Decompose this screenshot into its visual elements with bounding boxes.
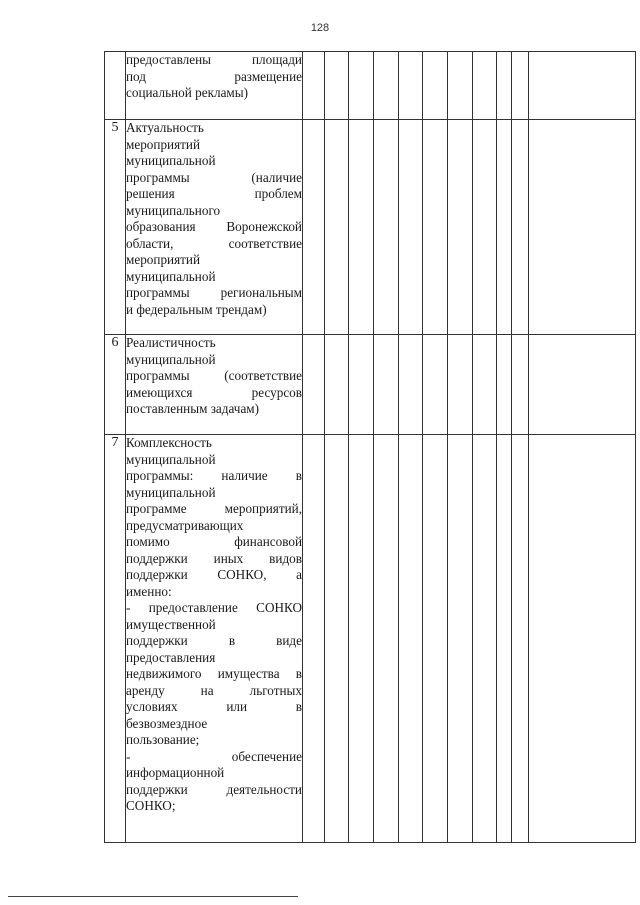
description-line: мероприятий: [126, 136, 201, 152]
description-line: Комплексность: [126, 435, 212, 450]
score-cell: [349, 335, 374, 435]
description-line: пользование;: [126, 732, 200, 747]
score-cell: [473, 120, 497, 335]
score-cell: [303, 120, 325, 335]
description-line: образования Воронежской: [126, 219, 302, 234]
description-line: поддержки в виде: [126, 633, 302, 648]
score-cell: [399, 52, 423, 120]
description-line: поддержки иных видов: [126, 550, 302, 566]
score-cell: [473, 335, 497, 435]
description-line: муниципальной: [126, 268, 216, 284]
table-row: [105, 52, 636, 120]
description-line: муниципального: [126, 202, 221, 218]
score-cell: [529, 52, 636, 120]
description-line: СОНКО;: [126, 798, 176, 813]
score-cell: [349, 52, 374, 120]
description-line: аренду на льготных: [126, 682, 302, 698]
score-cell: [497, 120, 512, 335]
score-cell: [303, 435, 325, 843]
score-cell: [529, 120, 636, 335]
score-cell: [473, 435, 497, 843]
description-line: предоставлены площади: [126, 52, 302, 67]
description-line: поддержки СОНКО, а: [126, 567, 302, 582]
row-number: 7: [105, 435, 126, 843]
row-number: 5: [105, 120, 126, 335]
description-line: безвозмездное: [126, 715, 208, 731]
score-cell: [423, 335, 448, 435]
score-cell: [399, 120, 423, 335]
description-line: под размещение: [126, 68, 302, 84]
row-number: [105, 52, 126, 120]
score-cell: [303, 52, 325, 120]
score-cell: [349, 435, 374, 843]
description-line: помимо финансовой: [126, 534, 302, 549]
score-cell: [374, 435, 399, 843]
description-line: мероприятий: [126, 252, 201, 267]
score-cell: [325, 435, 349, 843]
description-line: условиях или в: [126, 699, 302, 714]
page-number: 128: [310, 22, 330, 34]
score-cell: [512, 335, 529, 435]
description-line: предусматривающих: [126, 517, 244, 533]
score-cell: [497, 435, 512, 843]
score-cell: [374, 52, 399, 120]
criterion-description: [126, 52, 303, 120]
score-cell: [423, 52, 448, 120]
description-line: программы (наличие: [126, 169, 302, 185]
description-line: - предоставление СОНКО: [126, 600, 302, 615]
description-line: муниципальной: [126, 153, 216, 168]
score-cell: [423, 120, 448, 335]
score-cell: [529, 335, 636, 435]
score-cell: [423, 435, 448, 843]
description-line: программы: наличие в: [126, 468, 302, 483]
row-number: 6: [105, 335, 126, 435]
description-line: поддержки деятельности: [126, 781, 302, 797]
description-line: недвижимого имущества в: [126, 666, 302, 681]
description-line: имеющихся ресурсов: [126, 384, 302, 400]
score-cell: [512, 120, 529, 335]
description-line: области, соответствие: [126, 235, 302, 251]
score-cell: [374, 335, 399, 435]
score-cell: [448, 120, 473, 335]
description-line: - обеспечение: [126, 748, 302, 764]
table-row: [105, 335, 636, 435]
description-line: решения проблем: [126, 186, 302, 201]
score-cell: [325, 52, 349, 120]
description-line: социальной рекламы): [126, 85, 249, 100]
description-line: Реалистичность: [126, 335, 216, 350]
description-line: имущественной: [126, 616, 216, 632]
criterion-description: [126, 435, 303, 843]
description-line: муниципальной: [126, 451, 216, 467]
score-cell: [529, 435, 636, 843]
description-line: муниципальной: [126, 351, 216, 367]
description-line: информационной: [126, 765, 225, 780]
table-row: [105, 120, 636, 335]
criteria-table: [104, 51, 636, 843]
description-line: программе мероприятий,: [126, 501, 302, 516]
description-line: муниципальной: [126, 484, 216, 500]
score-cell: [497, 335, 512, 435]
score-cell: [349, 120, 374, 335]
score-cell: [473, 52, 497, 120]
score-cell: [448, 435, 473, 843]
score-cell: [325, 335, 349, 435]
table-row: [105, 435, 636, 843]
score-cell: [399, 335, 423, 435]
score-cell: [448, 52, 473, 120]
score-cell: [399, 435, 423, 843]
score-cell: [497, 52, 512, 120]
score-cell: [374, 120, 399, 335]
score-cell: [303, 335, 325, 435]
description-line: программы (соответствие: [126, 368, 302, 383]
score-cell: [512, 435, 529, 843]
criterion-description: [126, 120, 303, 335]
description-line: и федеральным трендам): [126, 301, 267, 317]
description-line: именно:: [126, 583, 172, 599]
footnote-separator: [8, 896, 298, 897]
description-line: поставленным задачам): [126, 401, 260, 416]
score-cell: [512, 52, 529, 120]
criterion-description: [126, 335, 303, 435]
score-cell: [325, 120, 349, 335]
description-line: Актуальность: [126, 120, 204, 135]
score-cell: [448, 335, 473, 435]
description-line: программы региональным: [126, 285, 302, 300]
description-line: предоставления: [126, 649, 216, 665]
